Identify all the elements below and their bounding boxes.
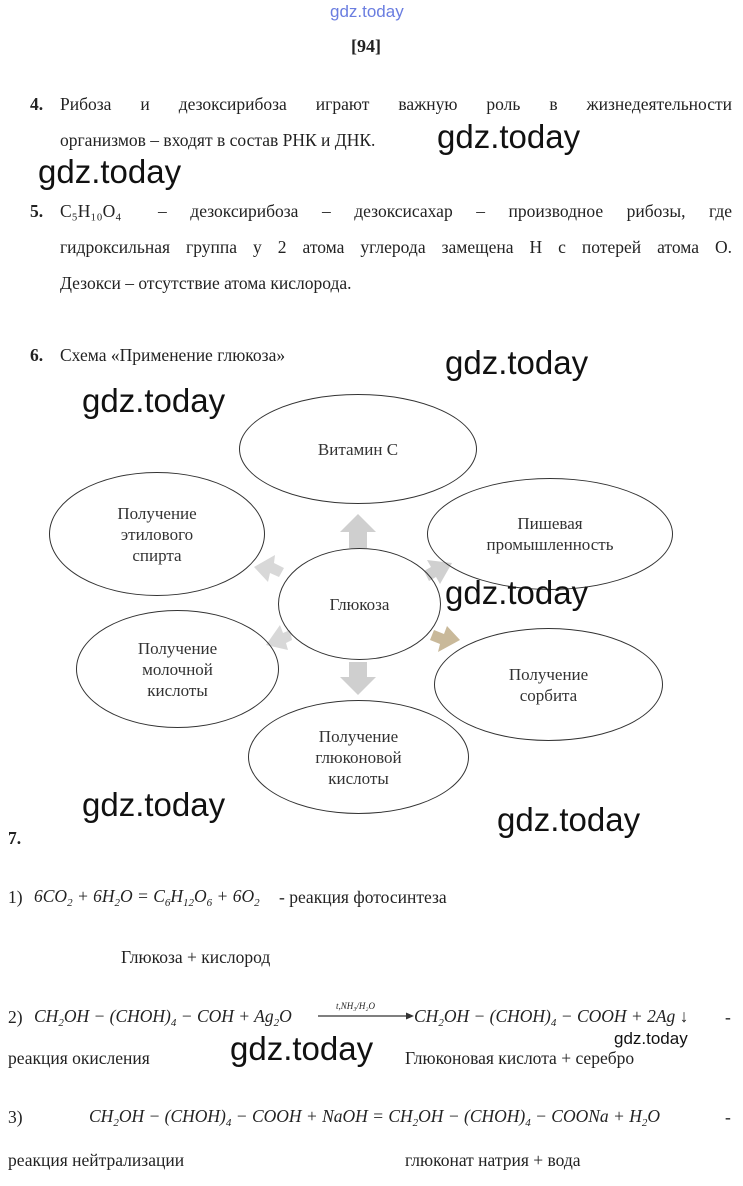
arrow-to-vitamin [340, 514, 376, 548]
reaction-2-description: реакция окисления [8, 1048, 150, 1068]
node-food-industry: Пишевая промышленность [427, 478, 673, 590]
node-vitamin-c: Витамин С [239, 394, 477, 504]
item-5-formula: C₅H₁₀O₄ [60, 201, 122, 221]
watermark: gdz.today [614, 1029, 688, 1048]
watermark: gdz.today [445, 574, 589, 611]
watermark: gdz.today [38, 153, 182, 190]
reaction-2-dash: - [725, 1007, 731, 1027]
item-5-number: 5. [30, 201, 44, 221]
reaction-2-products: Глюконовая кислота + серебро [405, 1048, 635, 1068]
node-lactic-acid: Получение молочной кислоты [76, 610, 279, 728]
page-number: [94] [351, 36, 381, 56]
item-4-number: 4. [30, 94, 44, 114]
reaction-3-description: реакция нейтрализации [8, 1150, 185, 1170]
reaction-2-products-formula: $CH_2OH$ − $(CHOH)_4$ − COOH + 2Ag ↓ [414, 1006, 689, 1029]
watermark: gdz.today [82, 382, 226, 419]
reaction-1-description: - реакция фотосинтеза [279, 887, 447, 907]
reaction-3-dash: - [725, 1107, 731, 1127]
arrow-to-sorbitol [430, 626, 460, 652]
node-gluconic-acid: Получение глюконовой кислоты [248, 700, 469, 814]
item-5-line-3: Дезокси – отсутствие атома кислорода. [60, 273, 352, 293]
watermark: gdz.today [230, 1030, 374, 1067]
reaction-1-products: Глюкоза + кислород [121, 947, 271, 967]
watermark: gdz.today [330, 2, 404, 21]
reaction-3-number: 3) [8, 1107, 23, 1127]
item-4-line-1: Рибоза и дезоксирибоза играют важную роль в жизнедеятельности [60, 94, 732, 114]
item-6-title: Схема «Применение глюкоза» [60, 345, 286, 365]
watermark: gdz.today [445, 344, 589, 381]
item-5-line-1: – дезоксирибоза – дезоксисахар – производное рибозы, где [158, 201, 732, 221]
reaction-3-formula: $CH_2OH$ − $(CHOH)_4$ − COOH + NaOH = $CH_2OH$ − $(CHOH)_4$ − COONa + $H_2O$ [89, 1106, 661, 1129]
reaction-1-formula: $6CO_2 + 6H_2O = C_6H_{12}O_6 + 6O_2$ [34, 886, 260, 909]
watermark: gdz.today [497, 801, 641, 838]
item-5-line-2: гидроксильная группа у 2 атома углерода замещена Н с потерей атома О. [60, 237, 732, 257]
item-4-line-2: организмов – входят в состав РНК и ДНК. [60, 130, 376, 150]
reaction-3-products: глюконат натрия + вода [405, 1150, 581, 1170]
reaction-2-reactants: $CH_2OH$ − $(CHOH)_4$ − COH + $Ag_2O$ [34, 1006, 292, 1029]
reaction-2-conditions: t,NH₃/H₂O [336, 1001, 376, 1011]
reaction-2-number: 2) [8, 1007, 23, 1027]
reaction-2-arrow [318, 1011, 414, 1021]
node-glucose-center: Глюкоза [278, 548, 441, 660]
node-ethyl-alcohol: Получение этилового спирта [49, 472, 265, 596]
item-6-number: 6. [30, 345, 44, 365]
arrow-to-gluconic [340, 662, 376, 695]
item-7-number: 7. [8, 828, 22, 848]
reaction-1-number: 1) [8, 887, 23, 907]
arrow-to-ethyl [254, 555, 284, 582]
watermark: gdz.today [437, 118, 581, 155]
watermark: gdz.today [82, 786, 226, 823]
node-sorbitol: Получение сорбита [434, 628, 663, 741]
